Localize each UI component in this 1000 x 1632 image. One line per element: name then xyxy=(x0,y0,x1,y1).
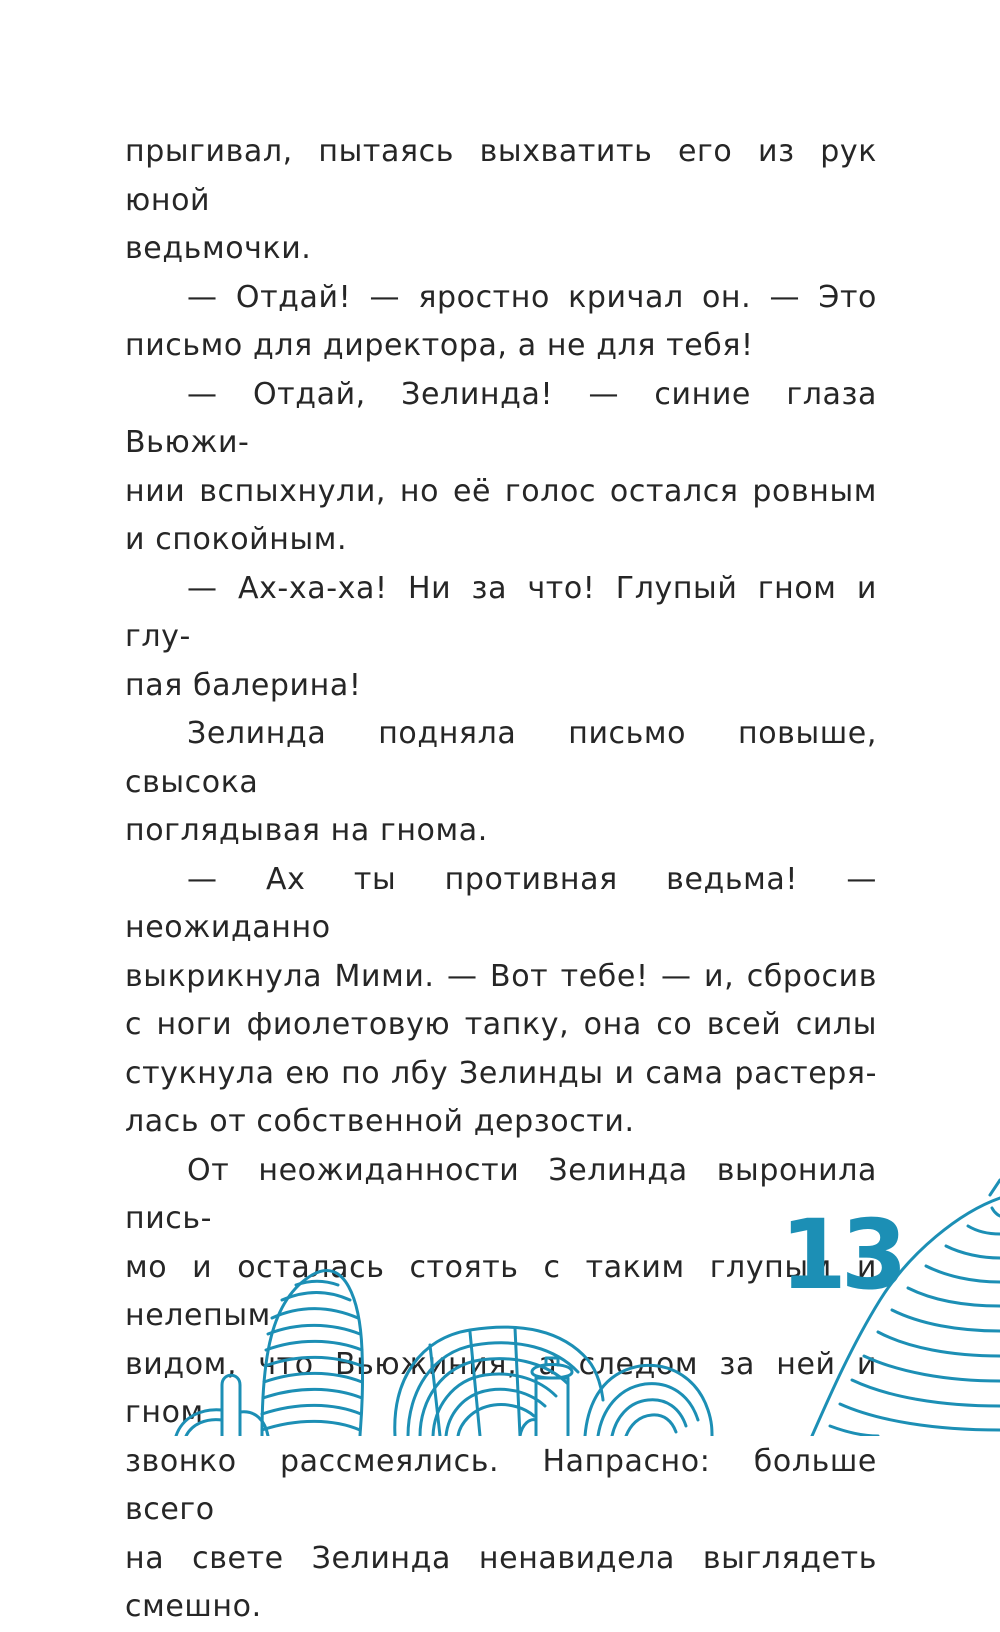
text-line: письмо для директора, а не для тебя! xyxy=(125,328,754,363)
text-line: нии вспыхнули, но её голос остался ровным xyxy=(125,473,877,509)
text-line: стукнула ею по лбу Зелинды и сама растеря- xyxy=(125,1055,877,1091)
text-line: с ноги фиолетовую тапку, она со всей силы xyxy=(125,1007,877,1042)
text-line: — Отдай, Зелинда! — синие глаза Вьюжи- xyxy=(125,376,877,460)
text-line: прыгивал, пытаясь выхватить его из рук юной xyxy=(125,134,877,218)
text-line: лась от собственной дерзости. xyxy=(125,1104,635,1139)
text-line: мо и осталась стоять с таким глупым и нелепым xyxy=(125,1249,877,1333)
text-line: — Ах ты противная ведьма! — неожиданно xyxy=(125,861,877,945)
text-line: на свете Зелинда ненавидела выглядеть смешно. xyxy=(125,1540,877,1624)
text-line: пая балерина! xyxy=(125,667,362,703)
text-line: Зелинда подняла письмо повыше, свысока xyxy=(125,716,877,800)
text-line: видом, что Вьюжиния, а следом за ней и гном xyxy=(125,1346,877,1430)
text-line: поглядывая на гнома. xyxy=(125,813,488,848)
text-line: звонко рассмеялись. Напрасно: больше всего xyxy=(125,1443,877,1527)
text-line: и спокойным. xyxy=(125,522,348,557)
text-line: ведьмочки. xyxy=(125,231,312,266)
text-line: выкрикнула Мими. — Вот тебе! — и, сбросив xyxy=(125,958,877,994)
witch-hat-drawing xyxy=(812,1180,1000,1436)
text-line: — Отдай! — яростно кричал он. — Это xyxy=(187,279,877,315)
text-line: — Ах-ха-ха! Ни за что! Глупый гном и глу- xyxy=(125,570,877,654)
left-post-drawing xyxy=(176,1375,268,1436)
page-number: 13 xyxy=(780,1199,902,1311)
center-hat-drawing xyxy=(395,1327,603,1436)
text-line: От неожиданности Зелинда выронила пись- xyxy=(125,1152,877,1236)
left-hat-drawing xyxy=(262,1270,363,1436)
